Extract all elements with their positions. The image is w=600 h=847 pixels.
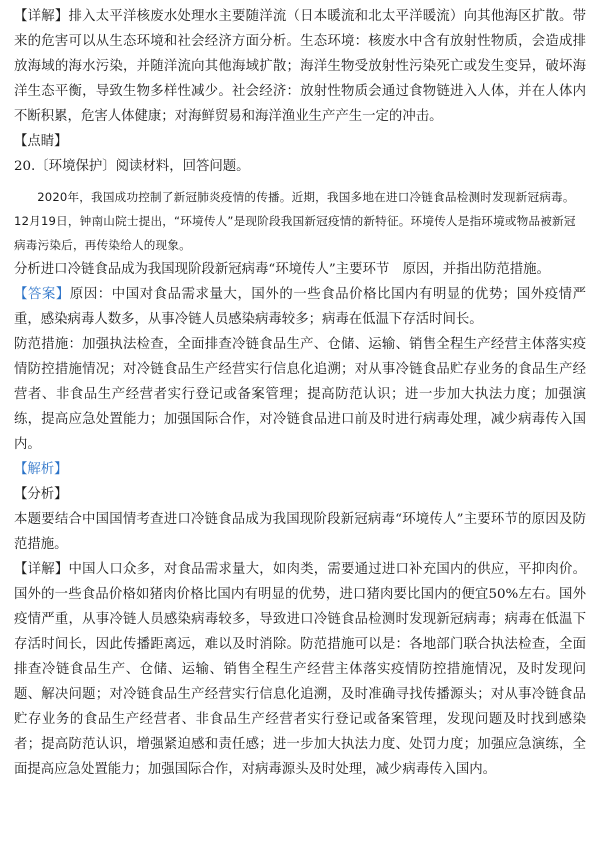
- fenxi-text: 本题要结合中国国情考查进口冷链食品成为我国现阶段新冠病毒“环境传人”主要环节的原因及防范措施。: [14, 512, 586, 552]
- answer-reason-text: 原因：中国对食品需求量大，国外的一些食品价格比国内有明显的优势；国外疫情严重，感染病毒人数多，从事冷链人员感染病毒较多；病毒在低温下存活时间长。: [14, 287, 587, 327]
- jiexi-tag: 【解析】: [14, 462, 68, 477]
- detail-text-2: 中国人口众多，对食品需求量大，如肉类，需要通过进口补充国内的供应，平抑肉价。国外的一些食品价格如猪肉价格比国内有明显的优势，进口猪肉要比国内的便宜50%左右。国外疫情严重，从事冷链人员感染病毒较多，导致进口冷链食品检测时发现新冠病毒；病毒在低温下存活时间长，因此传播距离远，难以及时消除。防范措施可以是：各地部门联合执法检查，全面排查冷链食品生产、仓储、运输、销售全程生产经营主体落实疫情防控措施情况，及时发现问题、解决问题；对冷链食品生产经营实行信息化追溯，及时准确寻找传播源头；对从事冷链食品贮存业务的食品生产经营者、非食品生产经营者实行登记或备案管理，发现问题及时找到感染者；提高防范认识，增强紧迫感和责任感；进一步加大执法力度、处罚力度；加强应急演练，全面提高应急处置能力；加强国际合作，对病毒源头及时处理，减少病毒传入国内。: [14, 562, 586, 777]
- answer-measures: 防范措施：加强执法检查，全面排查冷链食品生产、仓储、运输、销售全程生产经营主体落实疫情防控措施情况；对冷链食品生产经营实行信息化追溯；对从事冷链食品贮存业务的食品生产经营者、非食品生产经营者实行登记或备案管理；提高防范认识；进一步加大执法力度；加强演练，提高应急处置能力；加强国际合作，对冷链食品进口前及时进行病毒处理，减少病毒传入国内。: [14, 337, 586, 452]
- question-text: 分析进口冷链食品成为我国现阶段新冠病毒“环境传人”主要环节 原因，并指出防范措施。: [14, 262, 550, 277]
- detail-tag: 【详解】: [14, 9, 69, 24]
- detail-tag-2: 【详解】: [14, 562, 69, 577]
- question-material: 2020年，我国成功控制了新冠肺炎疫情的传播。近期，我国多地在进口冷链食品检测时发现新冠病毒。12月19日，钟南山院士提出，“环境传人”是现阶段我国新冠疫情的新特征。环境传人是指环境或物品被新冠病毒污染后，再传染给人的现象。: [14, 190, 576, 252]
- question-20-heading: [14, 154, 586, 179]
- jiexi-paragraph: [14, 457, 586, 482]
- detail-paragraph-1: [14, 4, 586, 129]
- question-prompt: 阅读材料，回答问题。: [115, 159, 250, 174]
- question-category: 〔环境保护〕: [35, 159, 116, 174]
- detail-paragraph-2: [14, 557, 586, 782]
- fenxi-paragraph: [14, 482, 586, 507]
- answer-tag: 【答案】: [14, 287, 70, 302]
- fenxi-tag: 【分析】: [14, 487, 68, 502]
- point-tag: 【点睛】: [14, 134, 68, 149]
- detail-text: 排入太平洋核废水处理水主要随洋流（日本暖流和北太平洋暖流）向其他海区扩散。带来的危害可以从生态环境和社会经济方面分析。生态环境：核废水中含有放射性物质，会造成排放海域的海水污染，并随洋流向其他海域扩散；海洋生物受放射性污染死亡或发生变异，破坏海洋生态平衡，导致生物多样性减少。社会经济：放射性物质会通过食物链进入人体，并在人体内不断积累，危害人体健康；对海鲜贸易和海洋渔业生产产生一定的冲击。: [14, 9, 586, 124]
- question-number: 20.: [14, 159, 36, 174]
- point-paragraph: [14, 129, 586, 154]
- answer-reason: [14, 282, 586, 332]
